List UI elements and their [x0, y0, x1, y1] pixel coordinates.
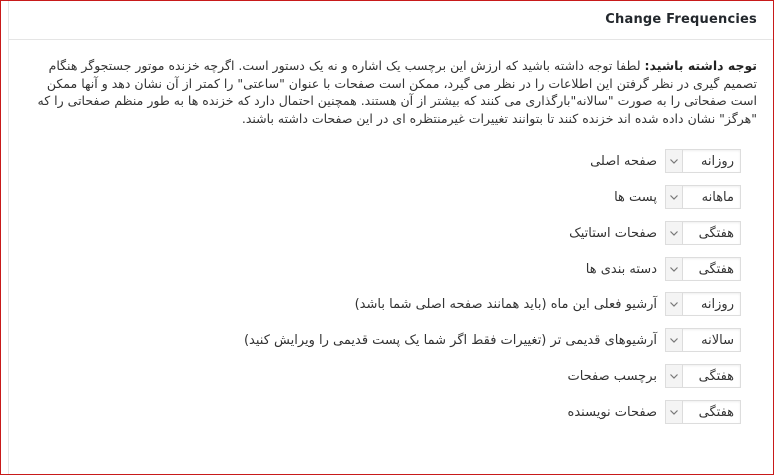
frequency-row-categories: [586, 256, 741, 282]
select-value: هفتگی: [698, 226, 734, 241]
frequency-select-older-archives[interactable]: [665, 328, 741, 352]
frequency-row-static-pages: [569, 220, 741, 246]
frequency-label: صفحه اصلی: [590, 153, 657, 169]
chevron-down-icon: [666, 186, 683, 208]
select-value: ماهانه: [701, 190, 734, 205]
select-value: سالانه: [701, 333, 734, 348]
frequency-label: آرشیو فعلی این ماه (باید همانند صفحه اصلی شما باشد): [354, 296, 657, 312]
note-text: لطفا توجه داشته باشید که ارزش این برچسب یک اشاره و نه یک دستور است. اگرچه خزنده موتور جستجوگر هنگام تصمیم گیری در نظر گرفتن این اطلاعات را در نظر می گیرد، ممکن است صفحات با عنوان "ساعتی" را کمتر از آن نشان دهد و آنها ممکن است صفحاتی را به صورت "سالانه"بارگذاری می کنند که بیشتر از آن هستند. همچنین احتمال دارد که خزنده ها به طور منظم صفحاتی را که "هرگز" نشان داده شده اند خزنده کنند تا بتوانند تغییرات غیرمنتظره ای در این صفحات داشته باشند.: [37, 58, 757, 126]
note-bold: توجه داشته باشید:: [644, 58, 757, 73]
panel-note: [22, 57, 757, 127]
select-value: هفتگی: [698, 262, 734, 277]
chevron-down-icon: [666, 222, 683, 244]
select-value: هفتگی: [698, 369, 734, 384]
frequency-row-posts: [614, 184, 741, 210]
chevron-down-icon: [666, 365, 683, 387]
frequency-label: برچسب صفحات: [567, 368, 657, 384]
frequency-row-homepage: [590, 148, 741, 174]
frequency-row-current-archive: [355, 291, 741, 317]
frequency-select-posts[interactable]: [665, 185, 741, 209]
panel-title: Change Frequencies: [605, 12, 757, 27]
frequency-row-author-pages: [568, 399, 741, 425]
frequency-row-older-archives: [244, 327, 741, 353]
select-value: روزانه: [700, 297, 734, 312]
chevron-down-icon: [666, 401, 683, 423]
frequency-select-current-archive[interactable]: [665, 292, 741, 316]
frequency-label: پست ها: [614, 189, 657, 205]
frequency-label: آرشیوهای قدیمی تر (تغییرات فقط اگر شما یک پست قدیمی را ویرایش کنید): [243, 332, 657, 348]
frequency-label: صفحات نویسنده: [567, 404, 657, 420]
select-value: روزانه: [700, 154, 734, 169]
chevron-down-icon: [666, 258, 683, 280]
frequency-row-tag-pages: [567, 363, 741, 389]
chevron-down-icon: [666, 150, 683, 172]
frequency-select-author-pages[interactable]: [665, 400, 741, 424]
panel-header[interactable]: [9, 1, 773, 40]
frequency-select-tag-pages[interactable]: [665, 364, 741, 388]
frequency-select-categories[interactable]: [665, 257, 741, 281]
frequency-label: دسته بندی ها: [585, 261, 657, 277]
select-value: هفتگی: [698, 405, 734, 420]
chevron-down-icon: [666, 293, 683, 315]
frequency-select-homepage[interactable]: [665, 149, 741, 173]
chevron-down-icon: [666, 329, 683, 351]
frequency-label: صفحات استاتیک: [569, 225, 657, 241]
frequency-select-static-pages[interactable]: [665, 221, 741, 245]
